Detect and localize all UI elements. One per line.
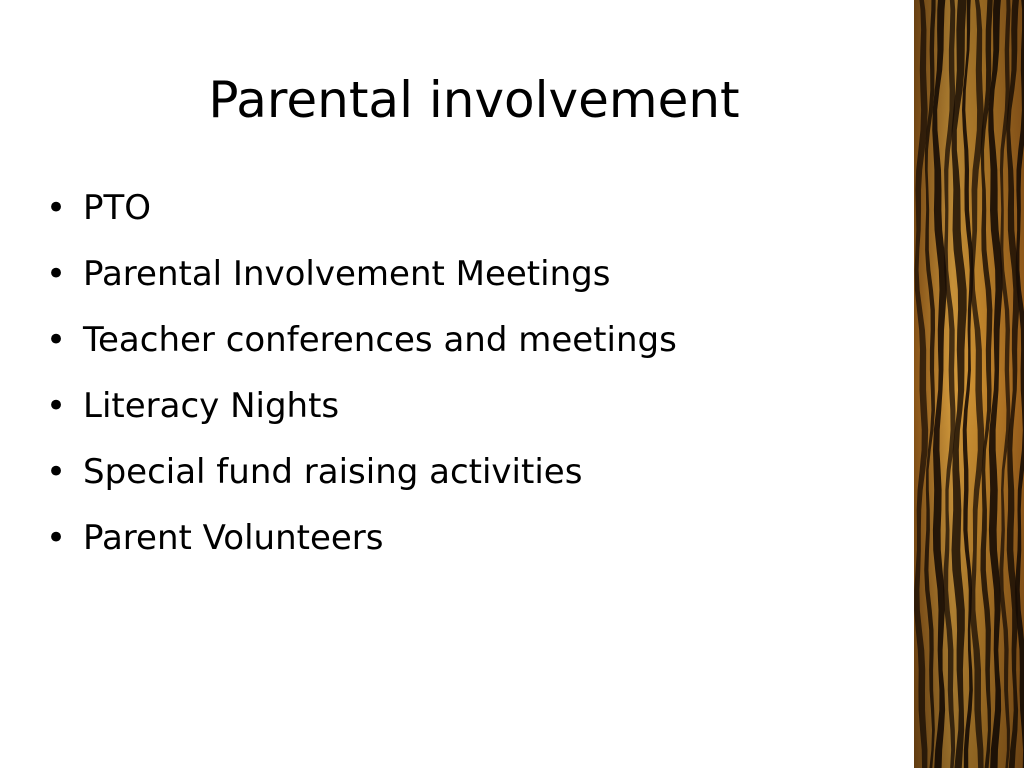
tiger-stripe-texture-image [914, 0, 1024, 768]
bullet-list [46, 180, 906, 576]
list-item [46, 510, 906, 576]
list-item [46, 378, 906, 444]
list-item [46, 312, 906, 378]
bullet-text: Parent Volunteers [83, 518, 384, 558]
list-item [46, 180, 906, 246]
fur-shade [914, 0, 1024, 768]
bullet-icon: • [46, 188, 67, 228]
tiger-stripe-svg [914, 0, 1024, 768]
slide-title: Parental involvement [208, 71, 740, 129]
bullet-text: Literacy Nights [83, 386, 340, 426]
list-item [46, 444, 906, 510]
bullet-icon: • [46, 320, 67, 360]
bullet-text: Special fund raising activities [83, 452, 583, 492]
bullet-text: PTO [83, 188, 152, 228]
bullet-icon: • [46, 518, 67, 558]
bullet-icon: • [46, 386, 67, 426]
bullet-text: Parental Involvement Meetings [83, 254, 611, 294]
bullet-icon: • [46, 452, 67, 492]
bullet-text: Teacher conferences and meetings [83, 320, 677, 360]
bullet-icon: • [46, 254, 67, 294]
list-item [46, 246, 906, 312]
